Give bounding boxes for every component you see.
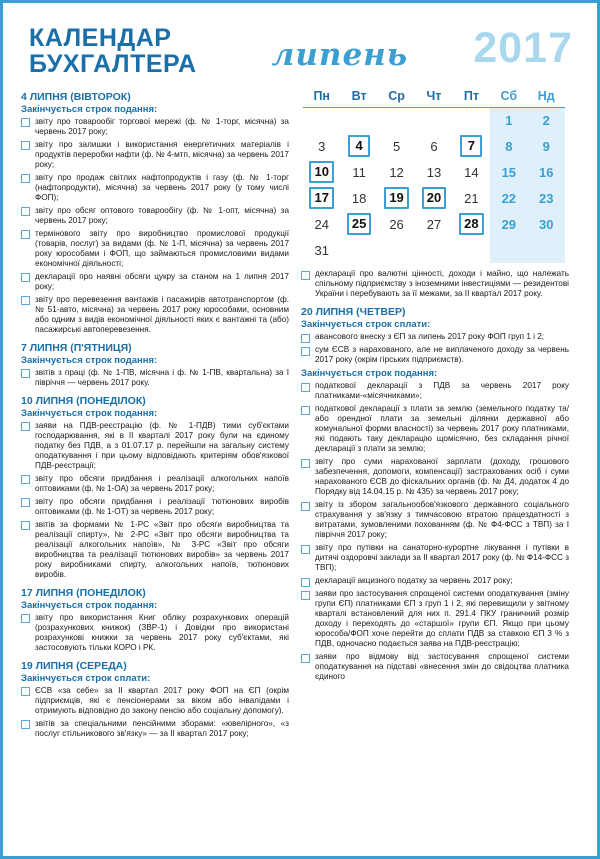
list-item[interactable]: заяви на ПДВ-реєстрацію (ф. № 1-ПДВ) тими суб'єктами господарювання, які в II кварталі 2017 року були на єдиному податку без ПДВ, а з 01.07.17 р. перейшли на загальну систему оподаткування і при цьому відповідають критеріям обов'язкової ПДВ-реєстрації;: [21, 421, 289, 471]
list-item[interactable]: декларації акцизного податку за червень 2017 року;: [301, 576, 569, 586]
page-title: [29, 25, 197, 78]
day-10-list: [21, 421, 289, 580]
calendar-day[interactable]: 8: [490, 133, 527, 159]
calendar-day-marked[interactable]: [415, 185, 452, 211]
list-item[interactable]: декларації про наявні обсяги цукру за станом на 1 липня 2017 року;: [21, 272, 289, 292]
calendar-day-marked[interactable]: [340, 133, 377, 159]
calendar-day[interactable]: 11: [352, 164, 366, 180]
list-item[interactable]: звіту про товарообіг торгової мережі (ф. № 1-торг, місячна) за червень 2017 року;: [21, 117, 289, 137]
day-heading-19: 19 ЛИПНЯ (СЕРЕДА): [21, 659, 127, 672]
calendar-week-5: [303, 211, 565, 237]
calendar-week-3: [303, 159, 565, 185]
title-line-2: БУХГАЛТЕРА: [29, 50, 197, 79]
list-item[interactable]: звіту про путівки на санаторно-курортне лікування і путівки в дитячі оздоровчі заклади за II квартал 2017 року (ф. № Ф14-ФСС з ТВП);: [301, 543, 569, 573]
calendar-day: [378, 107, 415, 133]
list-item[interactable]: ЄСВ «за себе» за II квартал 2017 року ФОП на ЄП (окрім підприємців, які є пенсіонерами за віком або інвалідами і отримують відповідно до закону пенсію або соціальну допомогу).: [21, 686, 289, 716]
calendar-day: [453, 107, 490, 133]
calendar-day: [415, 107, 452, 133]
calendar-day: [340, 107, 377, 133]
weekday-sun: Нд: [537, 88, 555, 103]
calendar-day[interactable]: 30: [528, 211, 565, 237]
calendar-day: [340, 237, 377, 263]
day-19-subtitle: Закінчується строк сплати:: [21, 672, 151, 684]
list-item[interactable]: звіту про перевезення вантажів і пасажирів автотранспортом (ф. № 51-авто, місячна) за червень 2017 року юрособами, основним або одним з видів економічної діяльності яких є вантажні та (або) пасажирські автоперевезення.: [21, 295, 289, 335]
calendar-day-box: 17: [309, 187, 333, 209]
list-item[interactable]: звіту про залишки і використання енергетичних матеріалів і продуктів переробки нафти (ф. № 4-мтп, місячна) за червень 2017 року;: [21, 140, 289, 170]
calendar-day[interactable]: 31: [314, 242, 329, 258]
calendar-day-marked[interactable]: [453, 133, 490, 159]
calendar-day[interactable]: 29: [490, 211, 527, 237]
calendar-day-marked[interactable]: [378, 185, 415, 211]
day-heading-7: 7 ЛИПНЯ (П'ЯТНИЦЯ): [21, 341, 132, 354]
weekday-tue: Вт: [351, 88, 367, 103]
list-item[interactable]: звіту про використання Книг обліку розрахункових операцій (розрахункових книжок) (ЗВР-1) і Довідки про використані розрахункові книжки за червень 2017 року суб'єктами, які застосовують тільки КОРО і РК.: [21, 613, 289, 653]
weekday-thu: Чт: [426, 88, 442, 103]
calendar-day-box: 19: [384, 187, 408, 209]
calendar-day: [490, 237, 527, 263]
list-item[interactable]: авансового внеску з ЄП за липень 2017 року ФОП груп 1 і 2;: [301, 332, 569, 342]
calendar-day-box: 4: [348, 135, 370, 157]
calendar-day-box: 7: [460, 135, 482, 157]
calendar-body: [303, 107, 565, 263]
day-heading-10: 10 ЛИПНЯ (ПОНЕДІЛОК): [21, 394, 146, 407]
day-10-subtitle: Закінчується строк подання:: [21, 407, 158, 419]
weekday-mon: Пн: [313, 88, 330, 103]
day-20-subtitle-pay: Закінчується строк сплати:: [301, 319, 431, 330]
calendar-header-row: [303, 86, 565, 108]
content-columns: [21, 84, 579, 742]
calendar-day[interactable]: 2: [528, 107, 565, 133]
day-heading-4: 4 ЛИПНЯ (ВІВТОРОК): [21, 90, 131, 103]
list-item[interactable]: податкової декларації з ПДВ за червень 2017 року платниками-«місячниками»;: [301, 381, 569, 401]
calendar-day-box: 20: [422, 187, 446, 209]
calendar-week-4: [303, 185, 565, 211]
calendar-day[interactable]: 22: [490, 185, 527, 211]
day-4-subtitle: Закінчується строк подання:: [21, 103, 158, 115]
calendar-day-marked[interactable]: [303, 185, 340, 211]
calendar-day: [378, 237, 415, 263]
day-4-list: [21, 117, 289, 335]
list-item[interactable]: звіту про обсяги придбання і реалізації алкогольних напоїв оптовиками (ф. № 1-ОА) за червень 2017 року;: [21, 474, 289, 494]
calendar-day[interactable]: 12: [389, 164, 404, 180]
right-top-list: [301, 269, 569, 299]
list-item[interactable]: термінового звіту про виробництво промислової продукції (товарів, послуг) за видами (ф. № 1-П, місячна) за червень 2017 року юрособами і ФОП, що займаються промисловими видами економічної діяльності;: [21, 229, 289, 269]
calendar-day[interactable]: 23: [528, 185, 565, 211]
day-7-subtitle: Закінчується строк подання:: [21, 354, 158, 366]
calendar-day-box: 10: [309, 161, 333, 183]
calendar-day[interactable]: 15: [490, 159, 527, 185]
calendar-week-6: [303, 237, 565, 263]
list-item[interactable]: заяви про відмову від застосування спрощеної системи оподаткування на підставі «внесення змін до свідоцтва платника єдиного: [301, 652, 569, 682]
calendar-table: [303, 86, 565, 264]
calendar-day[interactable]: 5: [392, 138, 401, 154]
day-17-subtitle: Закінчується строк подання:: [21, 599, 158, 611]
calendar-day[interactable]: 24: [314, 216, 329, 232]
month-calendar[interactable]: [303, 86, 569, 264]
weekday-wed: Ср: [388, 88, 405, 103]
day-19-list: [21, 686, 289, 739]
weekday-sat: Сб: [500, 88, 518, 103]
list-item[interactable]: декларації про валютні цінності, доходи і майно, що належать спільному підприємству з іноземними інвестиціями — резидентові України і перебувають за її межами, за II квартал 2017 року.: [301, 269, 569, 299]
list-item[interactable]: звіту про продаж світлих нафтопродуктів і газу (ф. № 1-торг (нафтопродукти), місячна) за червень 2017 року (у тому числі ФОП);: [21, 173, 289, 203]
calendar-day-marked[interactable]: [303, 159, 340, 185]
list-item[interactable]: звітів з праці (ф. № 1-ПВ, місячна і ф. № 1-ПВ, квартальна) за I півріччя — червень 2017 року.: [21, 368, 289, 388]
calendar-day-marked[interactable]: [453, 211, 490, 237]
list-item[interactable]: звіту про суми нарахованої зарплати (доходу, грошового забезпечення, допомоги, компенсації) застрахованих осіб і суми нарахованого ЄСВ до фіскальних органів (ф. № Д4, додаток 4 до Порядку від 14.04.15 р. № 435) за червень 2017 року;: [301, 457, 569, 497]
list-item[interactable]: звіту про обсяги придбання і реалізації тютюнових виробів оптовиками (ф. № 1-ОТ) за червень 2017 року;: [21, 497, 289, 517]
day-20-submit-list: [301, 381, 569, 682]
list-item[interactable]: звіту про обсяг оптового товарообігу (ф. № 1-опт, місячна) за червень 2017 року;: [21, 206, 289, 226]
weekday-fri: Пт: [463, 88, 479, 103]
calendar-day-box: 28: [459, 213, 483, 235]
day-heading-20: 20 ЛИПНЯ (ЧЕТВЕР): [301, 306, 406, 318]
calendar-week-1: [303, 107, 565, 133]
page-header: [21, 19, 579, 80]
title-line-1: КАЛЕНДАР: [29, 24, 172, 52]
calendar-day-box: 25: [347, 213, 371, 235]
calendar-day: [453, 237, 490, 263]
month-label: липень: [271, 37, 409, 73]
year-label: 2017: [473, 24, 573, 72]
calendar-day[interactable]: 14: [464, 164, 479, 180]
day-heading-17: 17 ЛИПНЯ (ПОНЕДІЛОК): [21, 586, 146, 599]
list-item[interactable]: заяви про застосування спрощеної системи оподаткування (зміну групи ЄП) платниками ЄП з груп 1 і 2, які перевищили у звітному кварталі встановлений для них п. 291.4 ПКУ граничний розмір доходу і переходять до «старшої» групи ЄП. Якщо при цьому юрособа/ФОП хоче перейти до сплати ПДВ за ставкою ЄП 3 % з ПДВ, одночасно подається заява на ПДВ-реєстрацію;: [301, 589, 569, 649]
calendar-day[interactable]: 27: [426, 216, 442, 232]
calendar-day-marked[interactable]: [340, 211, 377, 237]
calendar-day[interactable]: 9: [528, 133, 565, 159]
calendar-day[interactable]: 18: [351, 190, 367, 206]
calendar-day[interactable]: 16: [528, 159, 565, 185]
day-20-subtitle-submit: Закінчується строк подання:: [301, 368, 438, 379]
calendar-day[interactable]: 26: [389, 216, 404, 232]
list-item[interactable]: звіту із збором загальнообов'язкового державного соціального страхування у зв'язку з тимчасовою втратою працездатності з витратами, зумовленими похованням (ф. № Ф4-ФСС з ТВП) за I півріччя 2017 року;: [301, 500, 569, 540]
calendar-day[interactable]: 6: [430, 138, 438, 154]
calendar-day: [303, 107, 340, 133]
calendar-day[interactable]: 3: [318, 138, 326, 154]
day-7-list: [21, 368, 289, 388]
day-17-list: [21, 613, 289, 653]
right-column: [301, 84, 569, 742]
list-item[interactable]: звітів за формами № 1-РС «Звіт про обсяги виробництва та реалізації спирту», № 2-РС «Звіт про обсяги виробництва та реалізації алкогольних напоїв», № 3-РС «Звіт про обсяги виробництва та реалізації тютюнових виробів» за червень 2017 року виробниками спирту, алкогольних напоїв, тютюнових виробів.: [21, 520, 289, 580]
list-item[interactable]: звітів за спеціальними пенсійними зборами: «ювелірного», «з послуг стільникового зв'язку» — за II квартал 2017 року;: [21, 719, 289, 739]
calendar-day[interactable]: 1: [490, 107, 527, 133]
left-column: [21, 84, 289, 742]
calendar-day[interactable]: 13: [426, 164, 442, 180]
list-item[interactable]: податкової декларації з плати за землю (земельного податку та/або орендної плати за земельні ділянки державної або комунальної форми власності) за червень 2017 року платниками, які подають таку декларацію щомісячно, без складання річної декларації з плати за землю;: [301, 404, 569, 454]
calendar-week-2: [303, 133, 565, 159]
list-item[interactable]: сум ЄСВ з нарахованого, але не виплаченого доходу за червень 2017 року (окрім гірських підприємств).: [301, 345, 569, 365]
calendar-day[interactable]: 21: [464, 190, 479, 206]
day-20-pay-list: [301, 332, 569, 365]
calendar-day: [528, 237, 565, 263]
calendar-day: [415, 237, 452, 263]
